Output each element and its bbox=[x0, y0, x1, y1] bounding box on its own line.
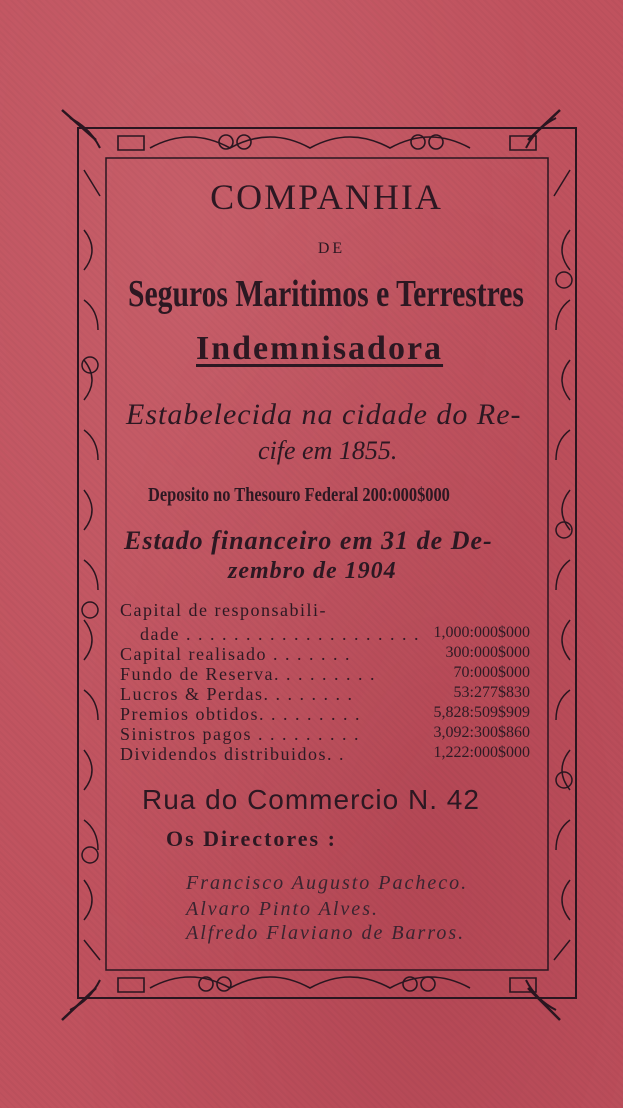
financial-heading-line-1: Estado financeiro em 31 de De- bbox=[124, 526, 493, 555]
financial-row bbox=[120, 704, 530, 726]
financial-label: Sinistros pagos . . . . . . . . . bbox=[120, 724, 361, 744]
financial-value: 53:277$830 bbox=[453, 684, 530, 701]
financial-value: 1,222:000$000 bbox=[433, 744, 530, 761]
financial-label: Fundo de Reserva. . . . . . . . . bbox=[120, 664, 376, 684]
director-name: Francisco Augusto Pacheco. bbox=[186, 872, 469, 894]
financial-label: Lucros & Perdas. . . . . . . . bbox=[120, 684, 354, 704]
financial-label-continued: Capital de responsabili- bbox=[120, 600, 327, 620]
financial-heading-line-2: zembro de 1904 bbox=[228, 558, 397, 584]
financial-value: 1,000:000$000 bbox=[433, 624, 530, 641]
deposit-line: Deposito no Thesouro Federal 200:000$000 bbox=[148, 484, 450, 506]
company-subtitle: Indemnisadora bbox=[196, 330, 444, 367]
financial-value: 300:000$000 bbox=[445, 644, 530, 661]
document-title: COMPANHIA bbox=[210, 177, 443, 217]
directors-heading: Os Directores : bbox=[166, 826, 337, 851]
financial-row bbox=[120, 644, 530, 666]
financial-row bbox=[120, 624, 530, 646]
address: Rua do Commercio N. 42 bbox=[142, 784, 480, 815]
financial-label: Premios obtidos. . . . . . . . . bbox=[120, 704, 362, 724]
financial-row bbox=[120, 684, 530, 706]
financial-label: dade . . . . . . . . . . . . . . . . . . . . bbox=[140, 624, 420, 644]
financial-value: 5,828:509$909 bbox=[433, 704, 530, 721]
financial-row bbox=[120, 664, 530, 686]
financial-value: 3,092:300$860 bbox=[433, 724, 530, 741]
financial-value: 70:000$000 bbox=[453, 664, 530, 681]
company-name: Seguros Maritimos e Terrestres bbox=[128, 273, 524, 315]
established-line-1: Estabelecida na cidade do Re- bbox=[126, 398, 522, 431]
director-name: Alfredo Flaviano de Barros. bbox=[186, 922, 466, 944]
director-name: Alvaro Pinto Alves. bbox=[186, 898, 379, 920]
document-de: DE bbox=[317, 240, 346, 257]
financial-row bbox=[120, 724, 530, 746]
established-line-2: cife em 1855. bbox=[258, 436, 398, 465]
financial-label: Dividendos distribuidos. . bbox=[120, 744, 346, 764]
financial-row bbox=[120, 744, 530, 766]
financial-label: Capital realisado . . . . . . . bbox=[120, 644, 351, 664]
